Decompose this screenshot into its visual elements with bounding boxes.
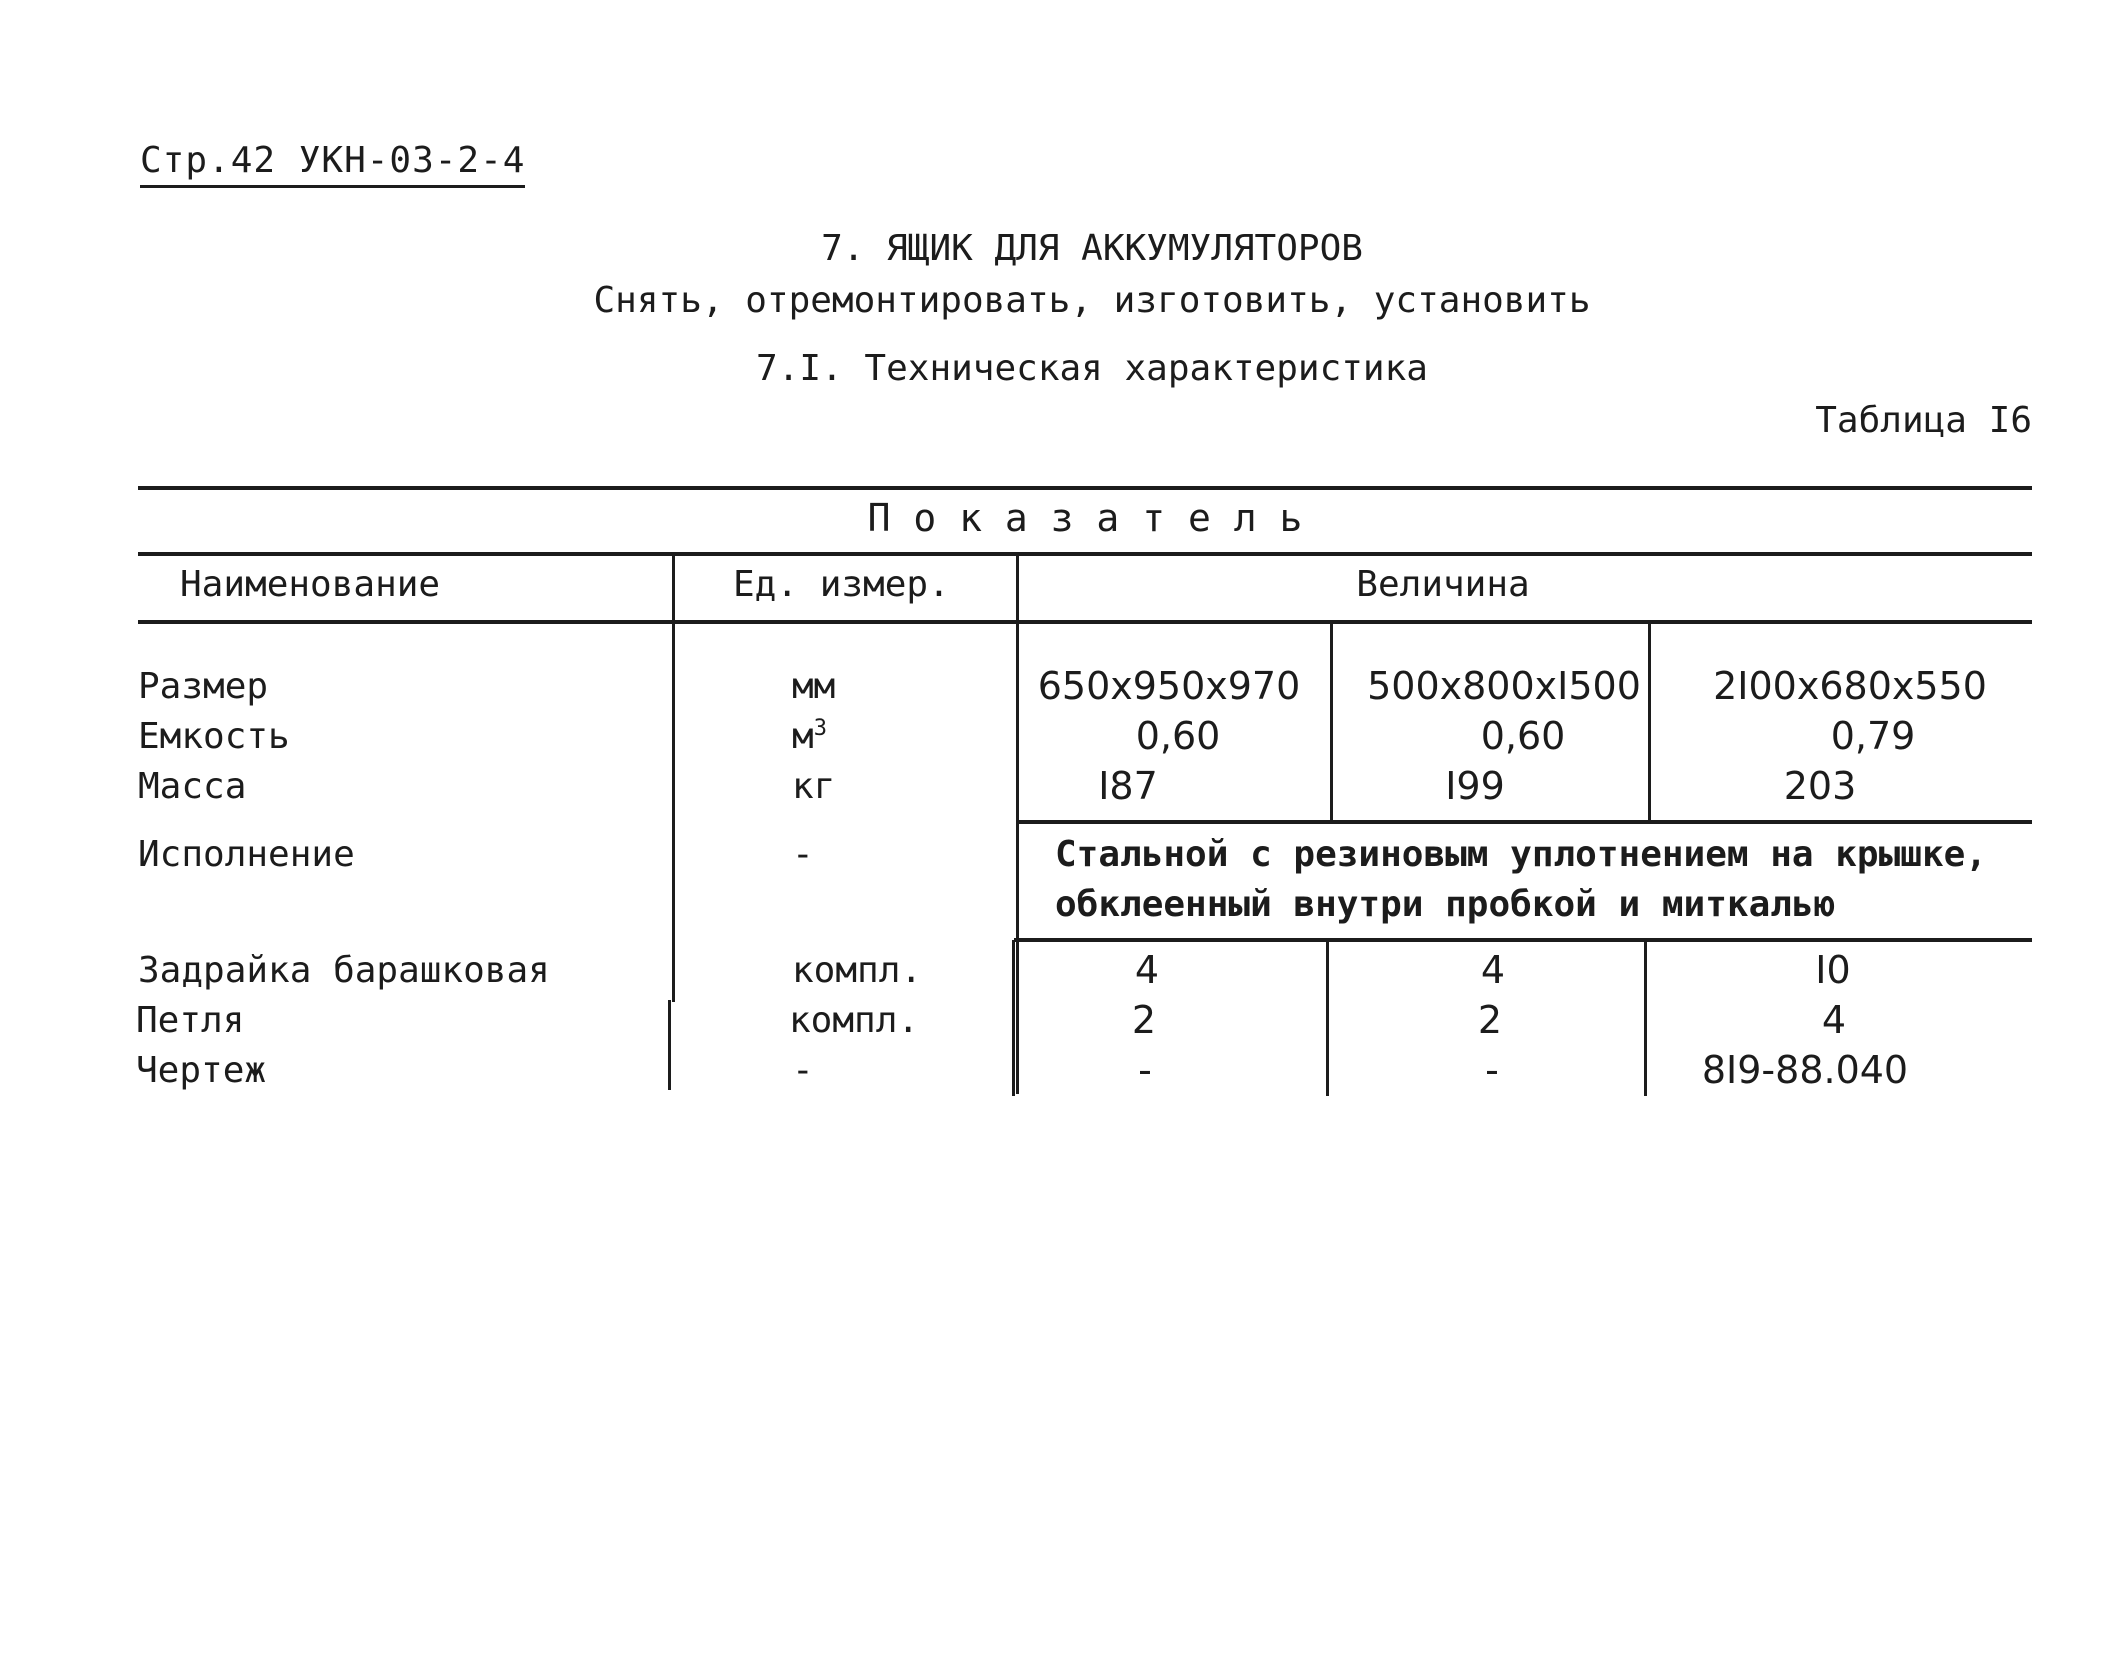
col-divider-v3: [1648, 622, 1651, 822]
row-value-3: 2I00x680x550: [1713, 664, 1987, 708]
unit-base: м: [792, 716, 814, 757]
execution-top-rule: [1018, 820, 2032, 824]
row-value-3: 0,79: [1830, 714, 1916, 758]
row-value-2: 2: [1477, 998, 1503, 1042]
execution-line-1: Стальной с резиновым уплотнением на крышке,: [1055, 834, 1987, 875]
row-unit: компл.: [792, 950, 923, 991]
row-value-3: 8I9-88.040: [1701, 1048, 1909, 1092]
row-unit: [792, 716, 827, 757]
row-name: Петля: [136, 1000, 245, 1041]
col-divider-unit: [672, 554, 675, 1002]
row-unit: -: [792, 1050, 814, 1091]
unit-superscript: 3: [813, 716, 827, 741]
group-header: П о к а з а т е л ь: [867, 496, 1303, 540]
subsection-title: 7.I. Техническая характеристика: [756, 348, 1428, 389]
row-name: Масса: [138, 766, 247, 807]
execution-line-2: обклеенный внутри пробкой и миткалью: [1055, 884, 1836, 925]
row-value-3: I0: [1815, 948, 1851, 992]
page-header: Стр.42 УКН-03-2-4: [140, 140, 525, 188]
row-value-1: 0,60: [1135, 714, 1221, 758]
execution-name: Исполнение: [138, 834, 355, 875]
col-divider-unit-lower: [668, 1000, 671, 1090]
row-value-1: 650x950x970: [1037, 664, 1301, 708]
row-value-2: 4: [1480, 948, 1506, 992]
row-unit: кг: [792, 766, 836, 807]
row-value-2: I99: [1445, 764, 1505, 808]
header-rule: [138, 552, 2032, 556]
execution-unit: -: [792, 834, 814, 875]
col-header-name: Наименование: [180, 564, 441, 605]
row-value-2: 0,60: [1480, 714, 1566, 758]
table-top-rule: [138, 486, 2032, 490]
section-title: 7. ЯЩИК ДЛЯ АККУМУЛЯТОРОВ: [821, 228, 1363, 269]
row-value-3: 203: [1783, 764, 1857, 808]
row-name: Задрайка барашковая: [138, 950, 550, 991]
row-value-1: 2: [1131, 998, 1157, 1042]
row-value-1: -: [1138, 1048, 1152, 1092]
execution-bottom-rule: [1014, 938, 2032, 942]
table-label: Таблица I6: [1815, 400, 2032, 441]
row-value-2: 500x800xI500: [1367, 664, 1641, 708]
col-header-value: Величина: [1356, 564, 1530, 605]
row-value-3: 4: [1821, 998, 1847, 1042]
col-header-unit: Ед. измер.: [733, 564, 950, 605]
col-divider-v2: [1330, 622, 1333, 822]
header-bottom-rule: [138, 620, 2032, 624]
col-divider-value-lower: [1012, 940, 1015, 1096]
row-value-1: 4: [1134, 948, 1160, 992]
col-divider-v2-lower: [1326, 940, 1329, 1096]
row-unit: мм: [792, 666, 836, 707]
section-subtitle: Снять, отремонтировать, изготовить, установить: [593, 280, 1591, 321]
col-divider-v3-lower: [1644, 940, 1647, 1096]
row-name: Чертеж: [136, 1050, 267, 1091]
col-divider-value: [1016, 554, 1019, 1094]
row-value-1: I87: [1098, 764, 1158, 808]
row-name: Емкость: [138, 716, 290, 757]
row-value-2: -: [1485, 1048, 1499, 1092]
row-name: Размер: [138, 666, 269, 707]
row-unit: компл.: [789, 1000, 920, 1041]
